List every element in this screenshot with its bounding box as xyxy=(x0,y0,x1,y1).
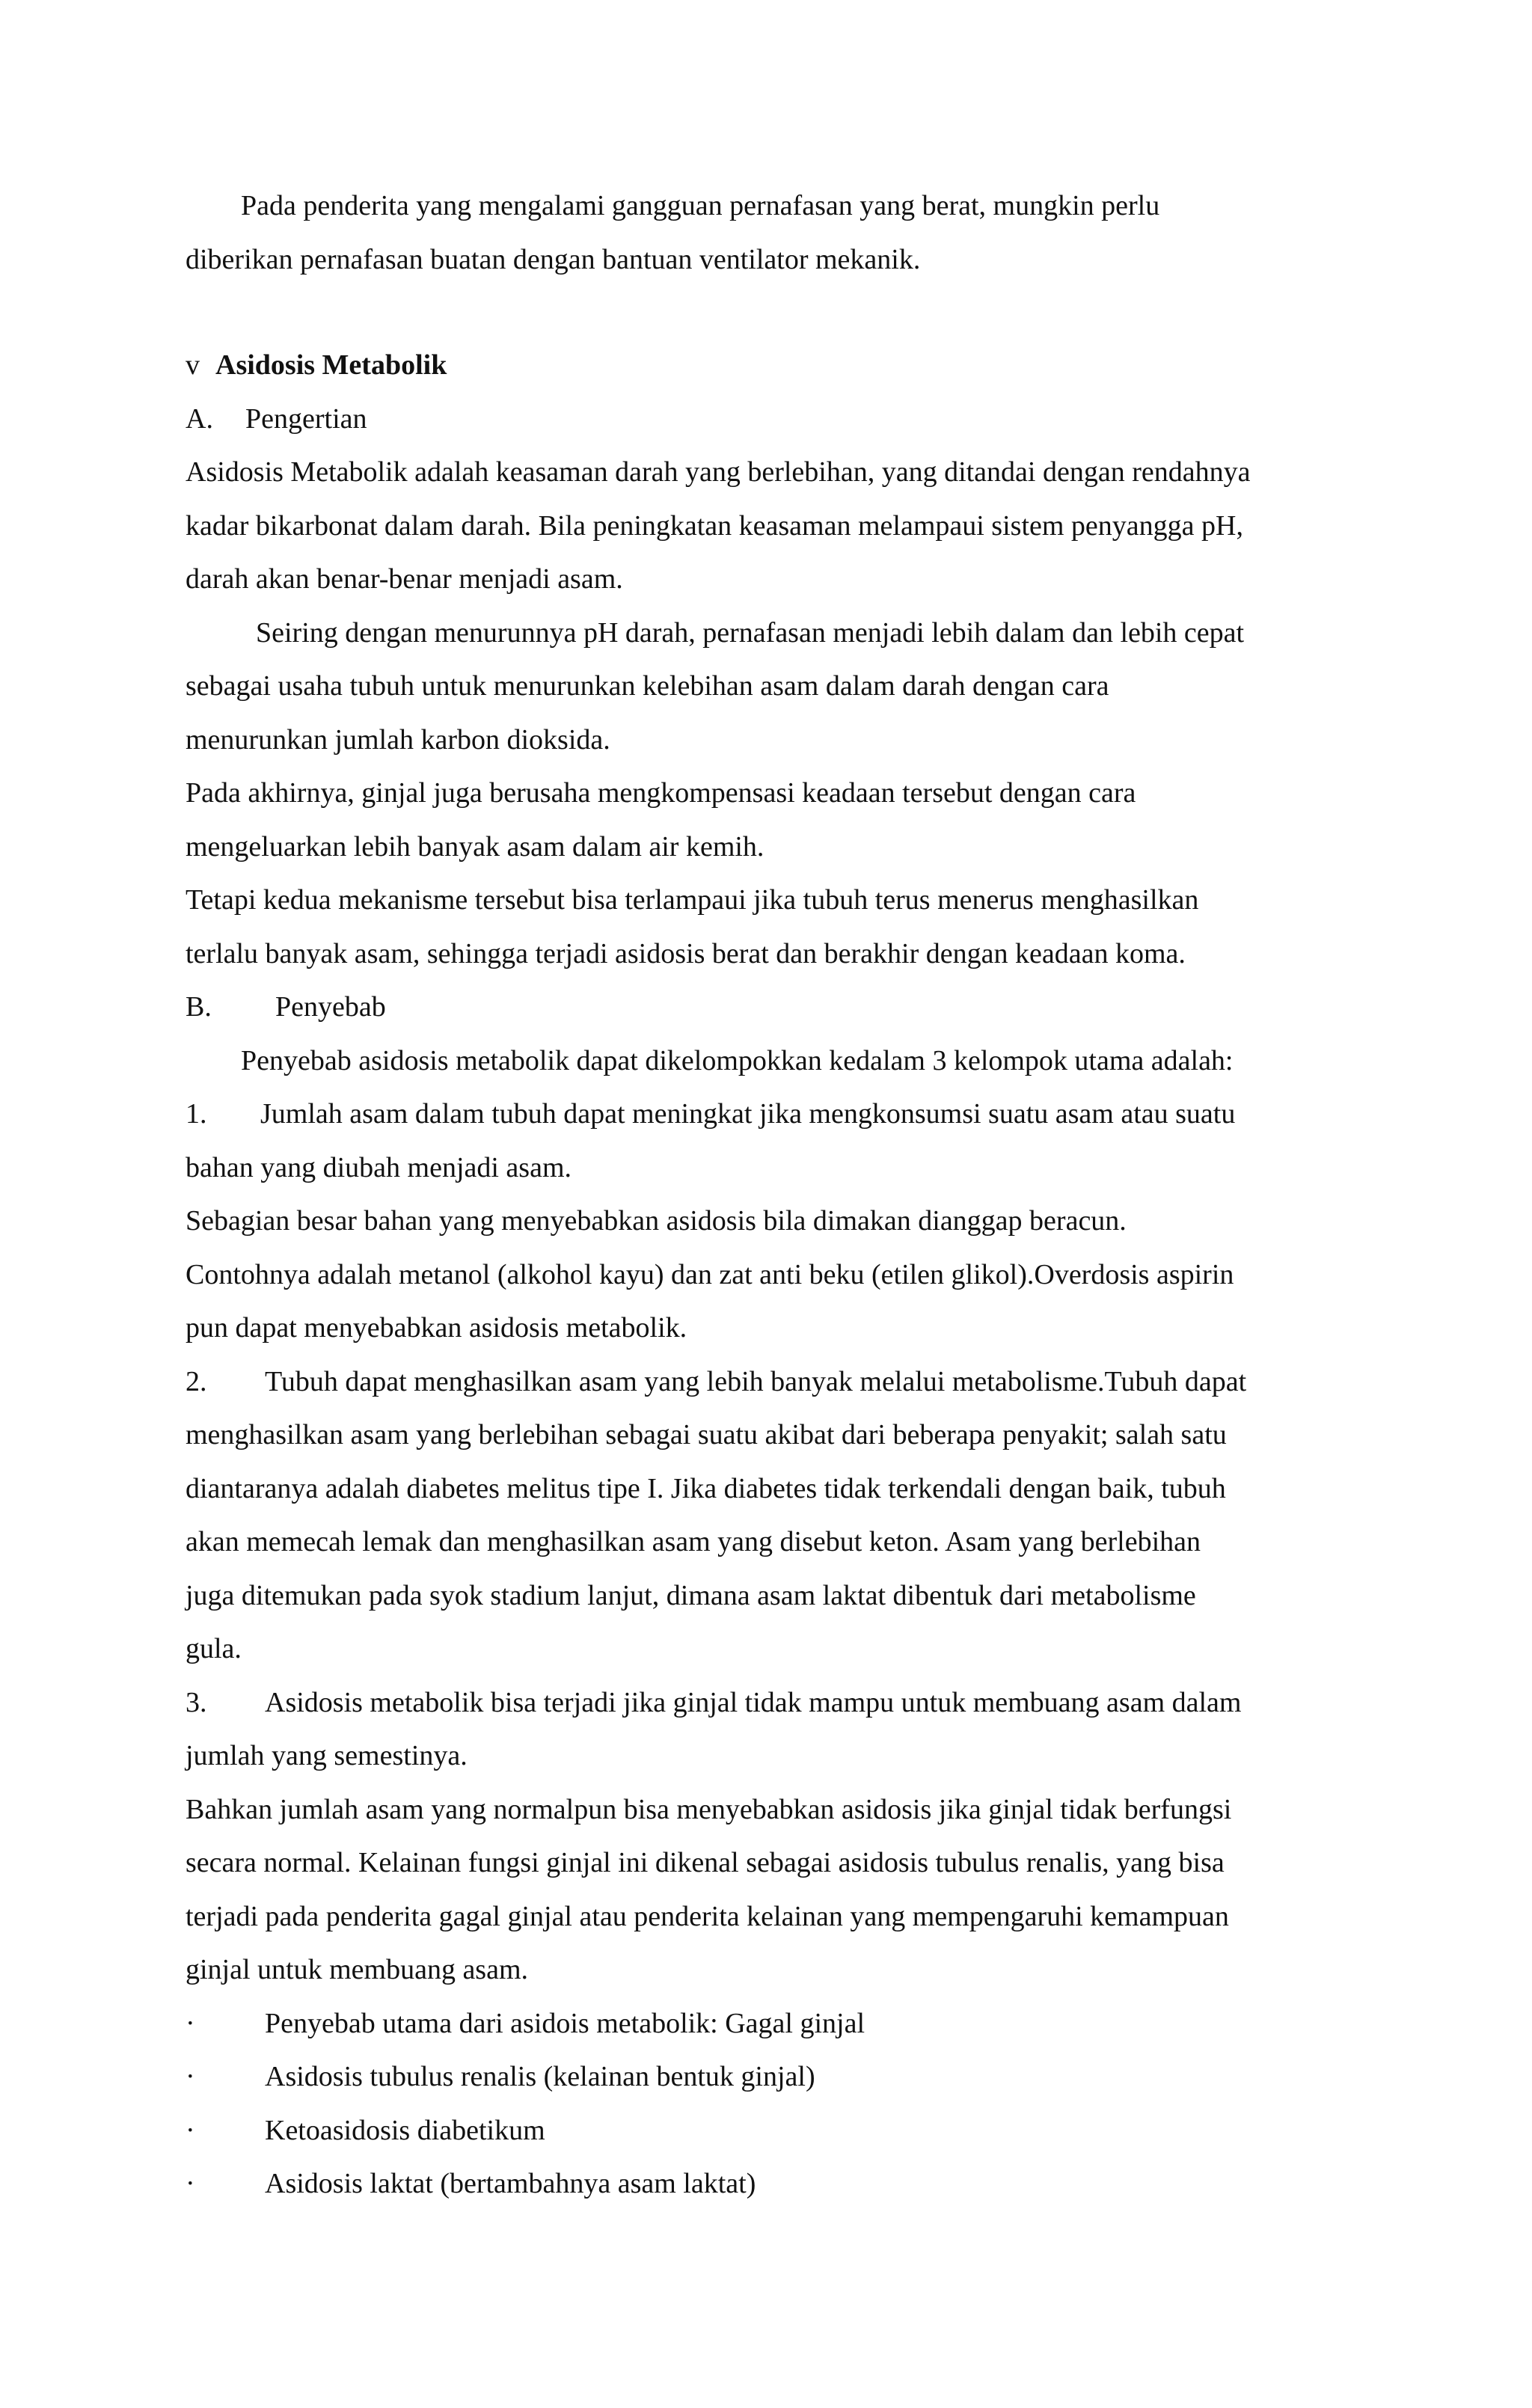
subheading-title: Penyebab xyxy=(275,991,386,1023)
item-number: 3. xyxy=(186,1686,207,1718)
paragraph-line: akan memecah lemak dan menghasilkan asam yang disebut keton. Asam yang berlebihan xyxy=(186,1526,1201,1557)
paragraph-line: gula. xyxy=(186,1633,242,1664)
intro-line-1: Pada penderita yang mengalami gangguan pernafasan yang berat, mungkin perlu xyxy=(241,190,1160,221)
bullet-item xyxy=(186,2050,1338,2104)
paragraph-line: Tetapi kedua mekanisme tersebut bisa terlampaui jika tubuh terus menerus menghasilkan xyxy=(186,884,1199,916)
section-title: Asidosis Metabolik xyxy=(215,349,447,381)
paragraph-line: menurunkan jumlah karbon dioksida. xyxy=(186,723,610,756)
bullet-text: Asidosis tubulus renalis (kelainan bentuk ginjal) xyxy=(265,2061,815,2092)
item-first-line: Tubuh dapat menghasilkan asam yang lebih banyak melalui metabolisme.Tubuh dapat xyxy=(265,1365,1247,1397)
item-first-line: Jumlah asam dalam tubuh dapat meningkat jika mengkonsumsi suatu asam atau suatu xyxy=(260,1098,1236,1130)
bullet-text: Penyebab utama dari asidois metabolik: Gagal ginjal xyxy=(265,2007,865,2039)
bullet-dot: · xyxy=(186,2061,195,2092)
paragraph-line: pun dapat menyebabkan asidosis metabolik. xyxy=(186,1312,687,1344)
paragraph-line: Pada akhirnya, ginjal juga berusaha mengkompensasi keadaan tersebut dengan cara xyxy=(186,777,1136,809)
paragraph-line: secara normal. Kelainan fungsi ginjal ini dikenal sebagai asidosis tubulus renalis, yang bisa xyxy=(186,1847,1225,1878)
paragraph-line: sebagai usaha tubuh untuk menurunkan kelebihan asam dalam darah dengan cara xyxy=(186,670,1109,702)
paragraph-line: ginjal untuk membuang asam. xyxy=(186,1954,529,1985)
paragraph-line: kadar bikarbonat dalam darah. Bila peningkatan keasaman melampaui sistem penyangga pH, xyxy=(186,509,1243,542)
paragraph-gap xyxy=(186,287,1338,339)
bullet-dot: · xyxy=(186,2007,195,2039)
section-heading xyxy=(186,339,1338,393)
paragraph-line: Seiring dengan menurunnya pH darah, pernafasan menjadi lebih dalam dan lebih cepat xyxy=(256,616,1245,649)
paragraph-line: menghasilkan asam yang berlebihan sebagai suatu akibat dari beberapa penyakit; salah satu xyxy=(186,1419,1227,1450)
bullet-text: Ketoasidosis diabetikum xyxy=(265,2114,545,2146)
paragraph-line: Contohnya adalah metanol (alkohol kayu) dan zat anti beku (etilen glikol).Overdosis aspirin xyxy=(186,1258,1234,1290)
subheading-pengertian xyxy=(186,393,1338,447)
paragraph-line: juga ditemukan pada syok stadium lanjut, dimana asam laktat dibentuk dari metabolisme xyxy=(186,1579,1196,1611)
paragraph-line: jumlah yang semestinya. xyxy=(186,1740,468,1771)
bullet-item xyxy=(186,2157,1338,2211)
bullet-dot: · xyxy=(186,2168,195,2199)
penyebab-intro: Penyebab asidosis metabolik dapat dikelompokkan kedalam 3 kelompok utama adalah: xyxy=(241,1044,1234,1076)
paragraph-line: mengeluarkan lebih banyak asam dalam air kemih. xyxy=(186,830,765,863)
paragraph-line: terlalu banyak asam, sehingga terjadi asidosis berat dan berakhir dengan keadaan koma. xyxy=(186,937,1186,969)
paragraph-line: Sebagian besar bahan yang menyebabkan asidosis bila dimakan dianggap beracun. xyxy=(186,1205,1127,1237)
bullet-item xyxy=(186,2104,1338,2158)
intro-line-2: diberikan pernafasan buatan dengan bantuan ventilator mekanik. xyxy=(186,243,921,275)
paragraph-line: terjadi pada penderita gagal ginjal atau penderita kelainan yang mempengaruhi kemampuan xyxy=(186,1900,1229,1932)
paragraph-line: Bahkan jumlah asam yang normalpun bisa menyebabkan asidosis jika ginjal tidak berfungsi xyxy=(186,1793,1232,1825)
bullet-dot: · xyxy=(186,2114,195,2146)
item-first-line: Asidosis metabolik bisa terjadi jika ginjal tidak mampu untuk membuang asam dalam xyxy=(265,1686,1242,1718)
item-number: 1. xyxy=(186,1098,207,1130)
numbered-item-2 xyxy=(186,1355,1338,1409)
paragraph-line: darah akan benar-benar menjadi asam. xyxy=(186,563,623,595)
bullet-item xyxy=(186,1997,1338,2051)
paragraph-line: bahan yang diubah menjadi asam. xyxy=(186,1151,572,1183)
paragraph-line: diantaranya adalah diabetes melitus tipe I. Jika diabetes tidak terkendali dengan baik, tubuh xyxy=(186,1472,1226,1504)
subheading-label: A. xyxy=(186,402,213,435)
section-bullet: v xyxy=(186,349,200,381)
subheading-penyebab xyxy=(186,981,1338,1035)
numbered-item-3 xyxy=(186,1676,1338,1730)
item-number: 2. xyxy=(186,1365,207,1397)
subheading-label: B. xyxy=(186,991,212,1023)
paragraph-line: Asidosis Metabolik adalah keasaman darah yang berlebihan, yang ditandai dengan rendahnya xyxy=(186,456,1251,488)
numbered-item-1 xyxy=(186,1088,1338,1142)
subheading-title: Pengertian xyxy=(245,402,367,435)
document-page xyxy=(186,180,1338,2211)
bullet-text: Asidosis laktat (bertambahnya asam laktat) xyxy=(265,2168,756,2199)
